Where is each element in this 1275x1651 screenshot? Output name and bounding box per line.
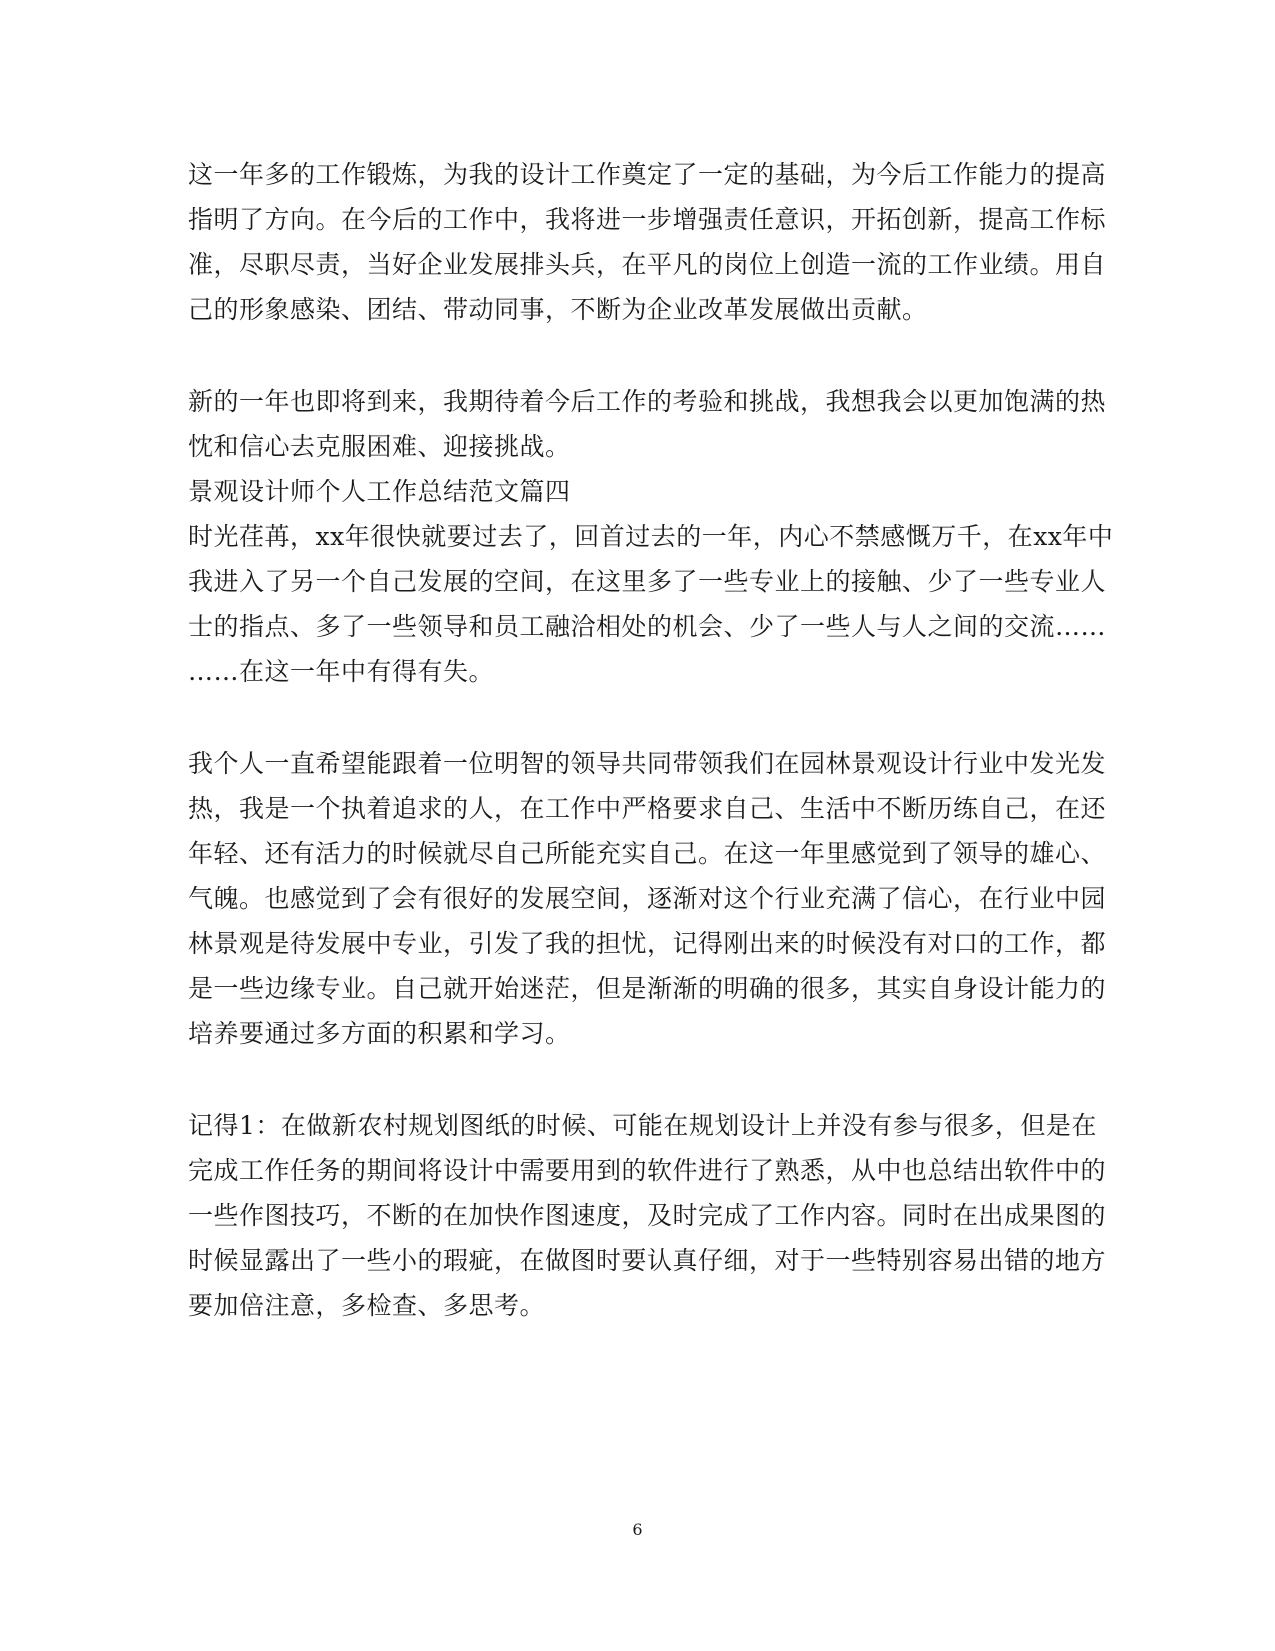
text-line: 是一些边缘专业。自己就开始迷茫，但是渐渐的明确的很多，其实自身设计能力的 [188,974,1107,1003]
text-line: 时候显露出了一些小的瑕疵，在做图时要认真仔细，对于一些特别容易出错的地方 [188,1246,1107,1275]
text-line: 我个人一直希望能跟着一位明智的领导共同带领我们在园林景观设计行业中发光发 [188,749,1107,778]
text-line: 培养要通过多方面的积累和学习。 [188,1019,571,1048]
text-line: 指明了方向。在今后的工作中，我将进一步增强责任意识，开拓创新，提高工作标 [188,205,1107,234]
text-line: 热，我是一个执着追求的人，在工作中严格要求自己、生活中不断历练自己，在还 [188,794,1107,823]
text-line: ……在这一年中有得有失。 [188,657,495,686]
text-line: 要加倍注意，多检查、多思考。 [188,1291,546,1320]
text-line: 一些作图技巧，不断的在加快作图速度，及时完成了工作内容。同时在出成果图的 [188,1201,1107,1230]
text-line: 气魄。也感觉到了会有很好的发展空间，逐渐对这个行业充满了信心，在行业中园 [188,884,1107,913]
text-line: 准，尽职尽责，当好企业发展排头兵，在平凡的岗位上创造一流的工作业绩。用自 [188,250,1107,279]
text-line: 年轻、还有活力的时候就尽自己所能充实自己。在这一年里感觉到了领导的雄心、 [188,839,1107,868]
page-number: 6 [632,1520,643,1539]
text-line: 新的一年也即将到来，我期待着今后工作的考验和挑战，我想我会以更加饱满的热 [188,387,1107,416]
text-line: 忱和信心去克服困难、迎接挑战。 [188,432,571,461]
text-line: 记得1：在做新农村规划图纸的时候、可能在规划设计上并没有参与很多，但是在 [188,1111,1097,1140]
text-line: 这一年多的工作锻炼，为我的设计工作奠定了一定的基础，为今后工作能力的提高 [188,160,1107,189]
text-line: 我进入了另一个自己发展的空间，在这里多了一些专业上的接触、少了一些专业人 [188,567,1107,596]
text-line: 时光荏苒，xx年很快就要过去了，回首过去的一年，内心不禁感慨万千，在xx年中 [188,522,1114,551]
section-heading: 景观设计师个人工作总结范文篇四 [188,477,571,506]
text-line: 林景观是待发展中专业，引发了我的担忧，记得刚出来的时候没有对口的工作，都 [188,929,1107,958]
text-line: 士的指点、多了一些领导和员工融洽相处的机会、少了一些人与人之间的交流…… [188,612,1107,641]
text-line: 己的形象感染、团结、带动同事，不断为企业改革发展做出贡献。 [188,295,928,324]
text-line: 完成工作任务的期间将设计中需要用到的软件进行了熟悉，从中也总结出软件中的 [188,1156,1107,1185]
